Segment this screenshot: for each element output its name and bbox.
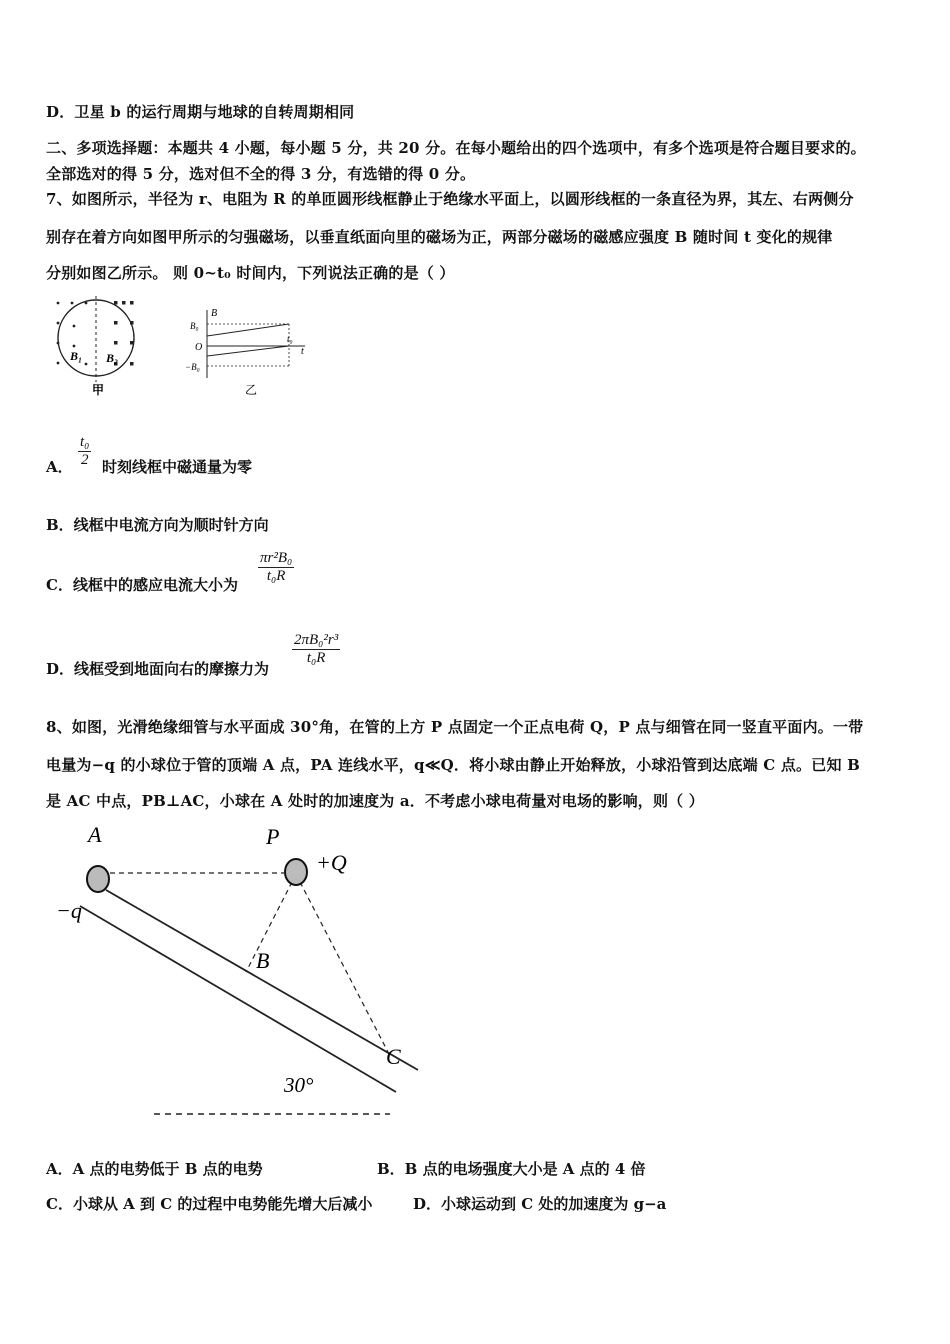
section-heading-line1: 二、多项选择题：本题共 4 小题，每小题 5 分，共 20 分。在每小题给出的四个选项中，有多个选项是符合题目要求的。 — [46, 139, 866, 157]
q7-option-d-text: D．线框受到地面向右的摩擦力为 — [46, 660, 270, 678]
section-heading-line2: 全部选对的得 5 分，选对但不全的得 3 分，有选错的得 0 分。 — [46, 165, 476, 183]
label-c: C — [386, 1044, 401, 1069]
label-plus-q: +Q — [316, 850, 347, 875]
prev-option-d: D．卫星 b 的运行周期与地球的自转周期相同 — [46, 103, 355, 121]
ball-minus-q — [87, 866, 109, 892]
q7-option-a-label: A． — [46, 458, 73, 476]
graph-b2-line — [207, 346, 289, 356]
graph-b1-line — [207, 324, 289, 336]
q8-option-b: B．B 点的电场强度大小是 A 点的 4 倍 — [377, 1160, 646, 1178]
q7-figure-jia — [50, 296, 145, 400]
label-minus-q: −q — [56, 898, 82, 923]
q7-option-c-fraction — [258, 550, 294, 585]
fraction-numerator: t₀ — [80, 434, 90, 450]
label-neg-b0: −B₀ — [185, 362, 200, 372]
q8-stem-line1: 8、如图，光滑绝缘细管与水平面成 30°角，在管的上方 P 点固定一个正点电荷 Q，P 点与细管在同一竖直平面内。一带 — [46, 718, 864, 736]
q7-option-c-text: C．线框中的感应电流大小为 — [46, 576, 238, 594]
fraction-denominator: t₀R — [258, 567, 294, 585]
label-angle: 30° — [284, 1073, 314, 1097]
label-b2: B₂ — [106, 351, 119, 365]
q7-option-a-fraction — [78, 434, 91, 469]
label-t: t — [301, 346, 304, 357]
q8-stem-line3: 是 AC 中点，PB⊥AC，小球在 A 处时的加速度为 a．不考虑小球电荷量对电场的影响，则（ ） — [46, 792, 705, 810]
fraction-denominator: t₀R — [292, 649, 340, 667]
q7-stem-line3: 分别如图乙所示。 则 0~t₀ 时间内，下列说法正确的是（ ） — [46, 264, 455, 282]
charge-plus-q — [285, 859, 307, 885]
q8-option-d: D．小球运动到 C 处的加速度为 g−a — [413, 1195, 667, 1213]
fraction-numerator: πr²B₀ — [260, 550, 293, 566]
q7-stem-line2: 别存在着方向如图甲所示的匀强磁场，以垂直纸面向里的磁场为正，两部分磁场的磁感应强度 B 随时间 t 变化的规律 — [46, 228, 833, 246]
q7-option-a-text: 时刻线框中磁通量为零 — [102, 458, 253, 476]
tube-lower-wall — [80, 906, 396, 1092]
label-b1: B₁ — [70, 349, 83, 363]
tube-upper-wall — [106, 890, 418, 1070]
label-p: P — [266, 824, 280, 849]
label-t0: t₀ — [287, 334, 293, 344]
label-b-axis: B — [211, 308, 218, 319]
q7-option-b: B．线框中电流方向为顺时针方向 — [46, 516, 269, 534]
fraction-denominator: 2 — [78, 451, 91, 469]
caption-yi: 乙 — [245, 383, 258, 397]
q8-stem-line2: 电量为−q 的小球位于管的顶端 A 点，PA 连线水平，q≪Q．将小球由静止开始释放，小球沿管到达底端 C 点。已知 B — [46, 756, 860, 774]
q8-figure — [50, 820, 430, 1120]
label-origin: O — [195, 342, 203, 353]
q7-option-d-fraction — [292, 632, 340, 667]
label-a: A — [88, 822, 102, 847]
caption-jia: 甲 — [92, 383, 105, 397]
q8-option-a: A．A 点的电势低于 B 点的电势 — [46, 1160, 263, 1178]
q7-stem-line1: 7、如图所示，半径为 r、电阻为 R 的单匝圆形线框静止于绝缘水平面上，以圆形线框的一条直径为界，其左、右两侧分 — [46, 190, 854, 208]
label-b: B — [256, 948, 270, 973]
fraction-numerator: 2πB₀²r³ — [294, 632, 339, 648]
q8-option-c: C．小球从 A 到 C 的过程中电势能先增大后减小 — [46, 1195, 373, 1213]
q7-figure-yi — [185, 306, 310, 398]
label-b0: B₀ — [190, 321, 199, 331]
